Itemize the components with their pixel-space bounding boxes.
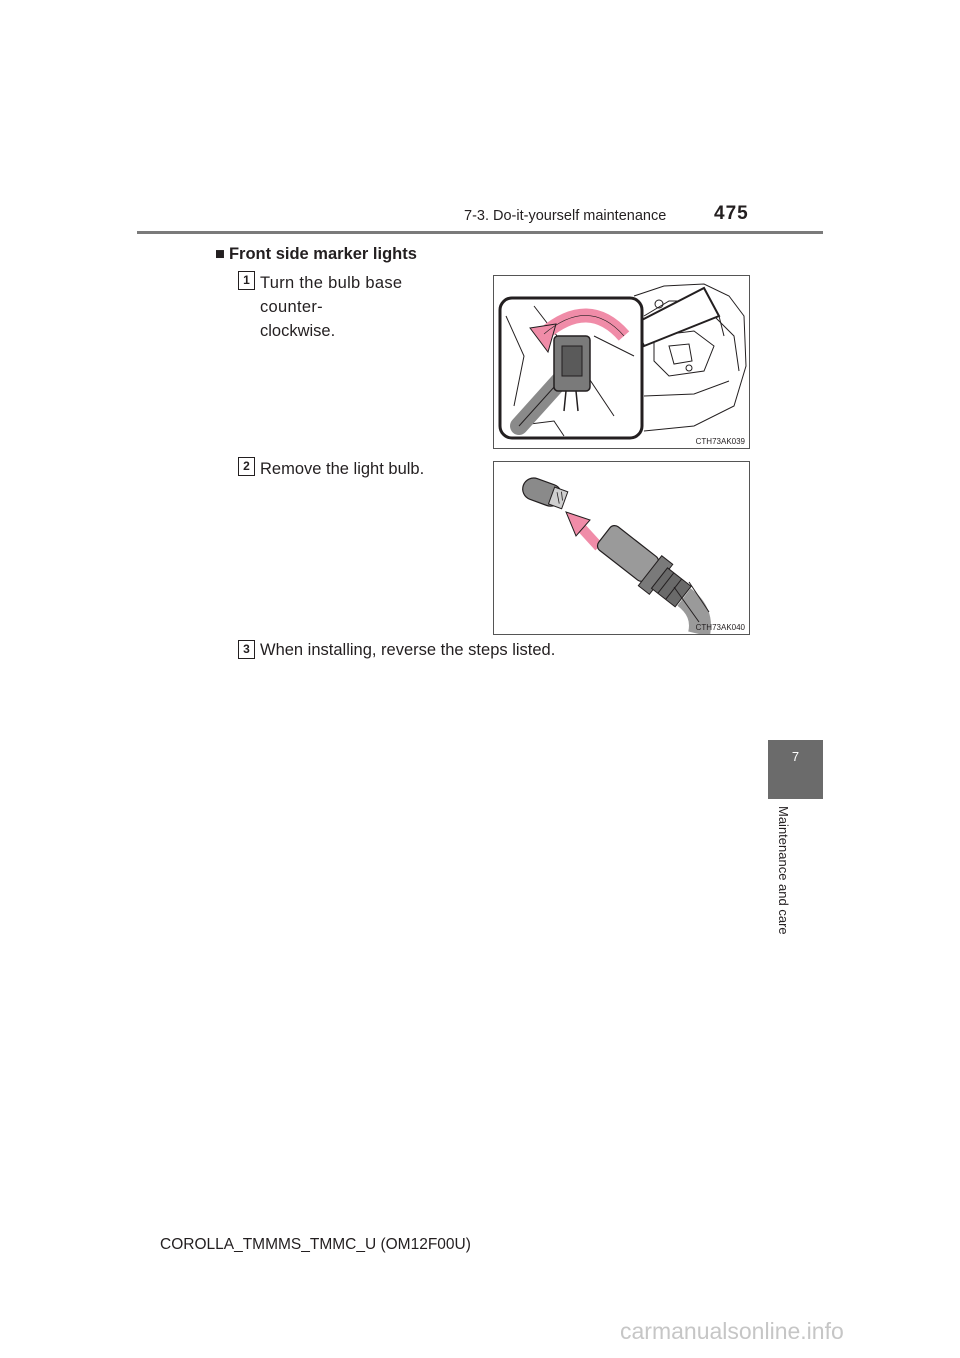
step-1-text	[260, 271, 470, 343]
step-3-badge: 3	[238, 640, 255, 659]
figure-remove-bulb	[493, 461, 750, 635]
bulb-removal-illustration	[494, 462, 749, 634]
page-number: 475	[714, 203, 749, 224]
step-1-line-2: clockwise.	[260, 322, 336, 340]
chapter-tab: 7	[768, 740, 823, 799]
header-rule	[137, 231, 823, 234]
watermark: carmanualsonline.info	[620, 1318, 844, 1344]
step-2-text: Remove the light bulb.	[260, 460, 425, 478]
step-1-badge: 1	[238, 271, 255, 290]
running-header-section: 7-3. Do-it-yourself maintenance	[464, 208, 667, 224]
section-title: Front side marker lights	[228, 245, 417, 263]
step-1-line-1: Turn the bulb base counter-	[260, 274, 403, 316]
square-bullet-icon: ■	[215, 245, 225, 263]
figure-code: CTH73AK039	[695, 437, 745, 446]
chapter-label	[766, 806, 796, 956]
figure-code: CTH73AK040	[695, 623, 745, 632]
bulb-socket-illustration	[494, 276, 749, 448]
footer-manual-id: COROLLA_TMMMS_TMMC_U (OM12F00U)	[160, 1236, 471, 1253]
chapter-label-text: Maintenance and care	[776, 806, 791, 935]
step-2-badge: 2	[238, 457, 255, 476]
step-3-text: When installing, reverse the steps listed.	[260, 641, 556, 659]
section-heading	[215, 245, 417, 264]
figure-turn-bulb-base	[493, 275, 750, 449]
